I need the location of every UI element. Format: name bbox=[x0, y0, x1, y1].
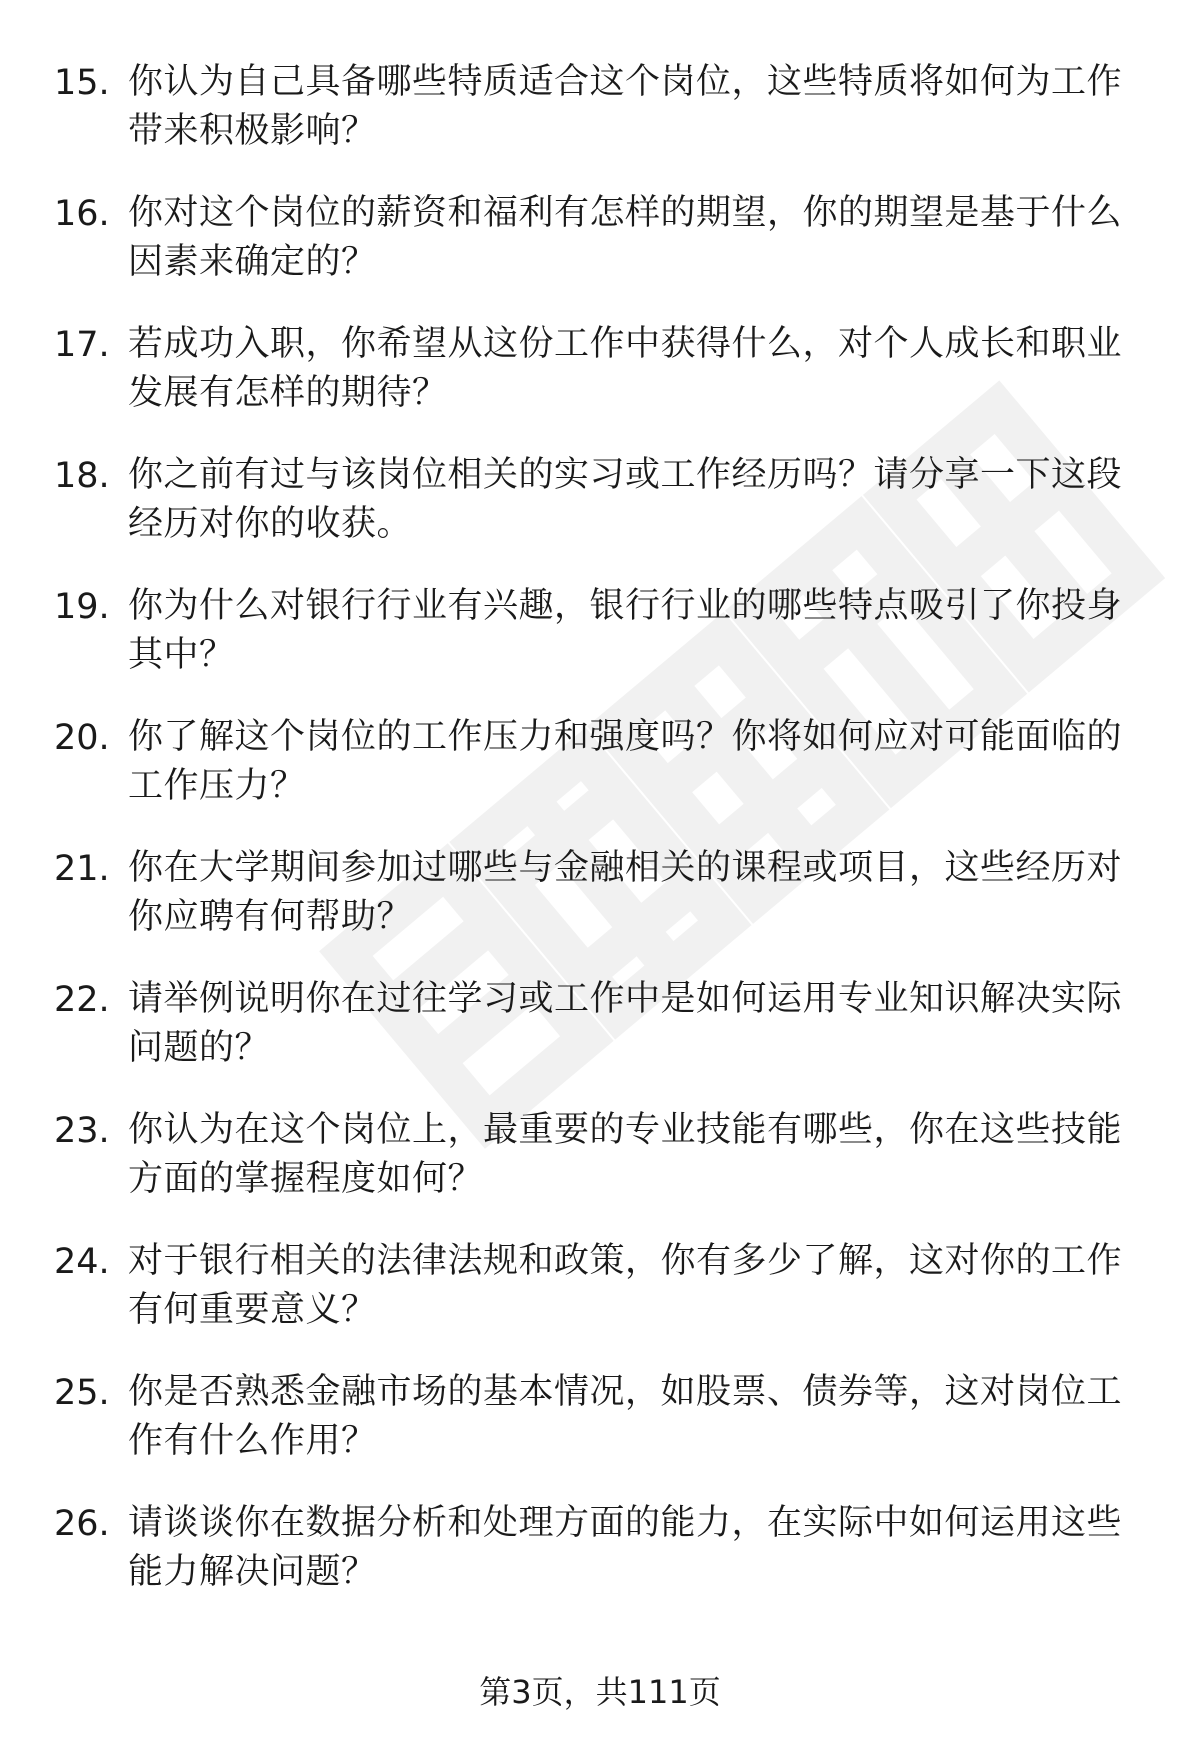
list-item bbox=[54, 451, 1144, 582]
question-text: 若成功入职，你希望从这份工作中获得什么，对个人成长和职业发展有怎样的期待？ bbox=[128, 324, 1123, 413]
question-text: 请谈谈你在数据分析和处理方面的能力，在实际中如何运用这些能力解决问题？ bbox=[128, 1503, 1123, 1592]
question-text: 你认为自己具备哪些特质适合这个岗位，这些特质将如何为工作带来积极影响？ bbox=[128, 62, 1123, 151]
question-number: 26. bbox=[54, 1504, 110, 1544]
list-item bbox=[54, 975, 1144, 1106]
list-item bbox=[54, 1368, 1144, 1499]
list-item bbox=[54, 189, 1144, 320]
question-number: 19. bbox=[54, 587, 110, 627]
list-item bbox=[54, 320, 1144, 451]
question-number: 21. bbox=[54, 849, 110, 889]
question-text: 请举例说明你在过往学习或工作中是如何运用专业知识解决实际问题的？ bbox=[128, 979, 1123, 1068]
list-item bbox=[54, 1237, 1144, 1368]
question-text: 你是否熟悉金融市场的基本情况，如股票、债券等，这对岗位工作有什么作用？ bbox=[128, 1372, 1123, 1461]
page-number-footer: 第3页，共111页 bbox=[479, 1673, 721, 1711]
list-item bbox=[54, 582, 1144, 713]
question-number: 23. bbox=[54, 1111, 110, 1151]
question-list bbox=[54, 58, 1144, 1630]
question-number: 25. bbox=[54, 1373, 110, 1413]
question-text: 你对这个岗位的薪资和福利有怎样的期望，你的期望是基于什么因素来确定的？ bbox=[128, 193, 1123, 282]
question-number: 17. bbox=[54, 325, 110, 365]
question-text: 对于银行相关的法律法规和政策，你有多少了解，这对你的工作有何重要意义？ bbox=[128, 1241, 1123, 1330]
question-number: 16. bbox=[54, 194, 110, 234]
question-number: 15. bbox=[54, 63, 110, 103]
list-item bbox=[54, 713, 1144, 844]
question-text: 你了解这个岗位的工作压力和强度吗？你将如何应对可能面临的工作压力？ bbox=[128, 717, 1123, 806]
question-number: 18. bbox=[54, 456, 110, 496]
list-item bbox=[54, 1499, 1144, 1630]
question-number: 24. bbox=[54, 1242, 110, 1282]
question-text: 你之前有过与该岗位相关的实习或工作经历吗？请分享一下这段经历对你的收获。 bbox=[128, 455, 1123, 544]
question-text: 你在大学期间参加过哪些与金融相关的课程或项目，这些经历对你应聘有何帮助？ bbox=[128, 848, 1123, 937]
question-text: 你认为在这个岗位上，最重要的专业技能有哪些，你在这些技能方面的掌握程度如何？ bbox=[128, 1110, 1123, 1199]
list-item bbox=[54, 58, 1144, 189]
question-text: 你为什么对银行行业有兴趣，银行行业的哪些特点吸引了你投身其中？ bbox=[128, 586, 1123, 675]
list-item bbox=[54, 1106, 1144, 1237]
list-item bbox=[54, 844, 1144, 975]
question-number: 20. bbox=[54, 718, 110, 758]
question-number: 22. bbox=[54, 980, 110, 1020]
